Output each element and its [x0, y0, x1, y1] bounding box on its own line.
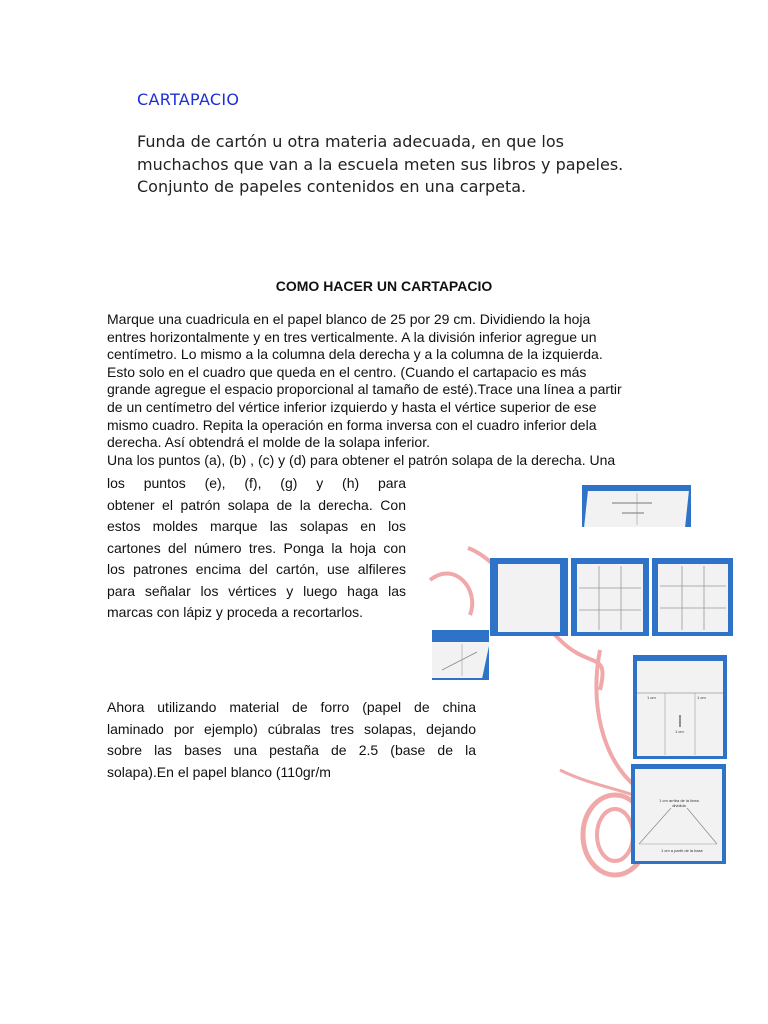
text-line: cartones del número tres. Ponga la hoja con: [107, 539, 406, 556]
instructions-paragraph-1: [107, 311, 667, 469]
instructions-paragraph-2: [107, 473, 406, 624]
text-line: Esto solo en el cuadro que queda en el centro. (Cuando el cartapacio es más: [107, 363, 587, 380]
definition-text: [137, 131, 637, 199]
text-line: marcas con lápiz y proceda a recortarlos.: [107, 604, 363, 620]
term-heading: CARTAPACIO: [137, 90, 240, 109]
text-line: centímetro. Lo mismo a la columna dela derecha y a la columna de la izquierda.: [107, 346, 603, 363]
photo-measurement-sheet: [633, 655, 727, 759]
photo-grid-sheet-right: [652, 558, 733, 636]
text-line: laminado por ejemplo) cúbralas tres solapas, dejando: [107, 720, 476, 737]
photo-grid-sheet-top: [582, 485, 691, 527]
text-line: los puntos (e), (f), (g) y (h) para: [107, 475, 406, 491]
text-line: derecha. Así obtendrá el molde de la solapa inferior.: [107, 434, 430, 451]
text-line: grande agregue el espacio proporcional al tamaño de esté).Trace una línea a partir: [107, 381, 622, 398]
text-line: para señalar los vértices y luego haga las: [107, 582, 406, 599]
text-line: Ahora utilizando material de forro (papel de china: [107, 699, 476, 715]
text-line: de un centímetro del vértice inferior izquierdo y hasta el vértice superior de ese: [107, 398, 597, 415]
definition-line: Conjunto de papeles contenidos en una carpeta.: [137, 177, 527, 196]
text-line: sobre las bases una pestaña de 2.5 (base de la: [107, 742, 476, 758]
text-line: Marque una cuadricula en el papel blanco de 25 por 29 cm. Dividiendo la hoja: [107, 311, 591, 327]
photo-label-base-note: 1 cm a partir de la base: [661, 848, 703, 853]
photo-sheet-lines: [432, 630, 489, 680]
photo-blank-sheet: [490, 558, 568, 636]
definition-line: muchachos que van a la escuela meten sus libros y papeles.: [137, 154, 624, 174]
photo-grid-sheet-middle: [571, 558, 649, 636]
text-line: los patrones encima del cartón, use alfileres: [107, 561, 406, 577]
photo-label-left-mark: 1 cm: [647, 695, 656, 700]
text-line: solapa).En el papel blanco (110gr/m: [107, 763, 331, 780]
text-line: entres horizontalmente y en tres verticalmente. A la división inferior agregue un: [107, 328, 597, 345]
text-line: Una los puntos (a), (b) , (c) y (d) para obtener el patrón solapa de la derecha. Una: [107, 451, 616, 468]
definition-line: Funda de cartón u otra materia adecuada, en que los: [137, 132, 564, 151]
text-line: obtener el patrón solapa de la derecha. Con: [107, 496, 406, 513]
text-line: estos moldes marque las solapas en los: [107, 518, 406, 534]
text-line: mismo cuadro. Repita la operación en forma inversa con el cuadro inferior dela: [107, 416, 597, 433]
photo-pattern-sheet: [631, 764, 726, 864]
instructions-paragraph-3: [107, 697, 476, 783]
photo-label-right-mark: 1 cm: [697, 695, 706, 700]
photo-label-top-note: 1 cm arriba de la línea dividida: [659, 798, 699, 808]
howto-title: COMO HACER UN CARTAPACIO: [275, 278, 493, 294]
photo-label-bottom-mark: 1 cm: [675, 729, 684, 734]
